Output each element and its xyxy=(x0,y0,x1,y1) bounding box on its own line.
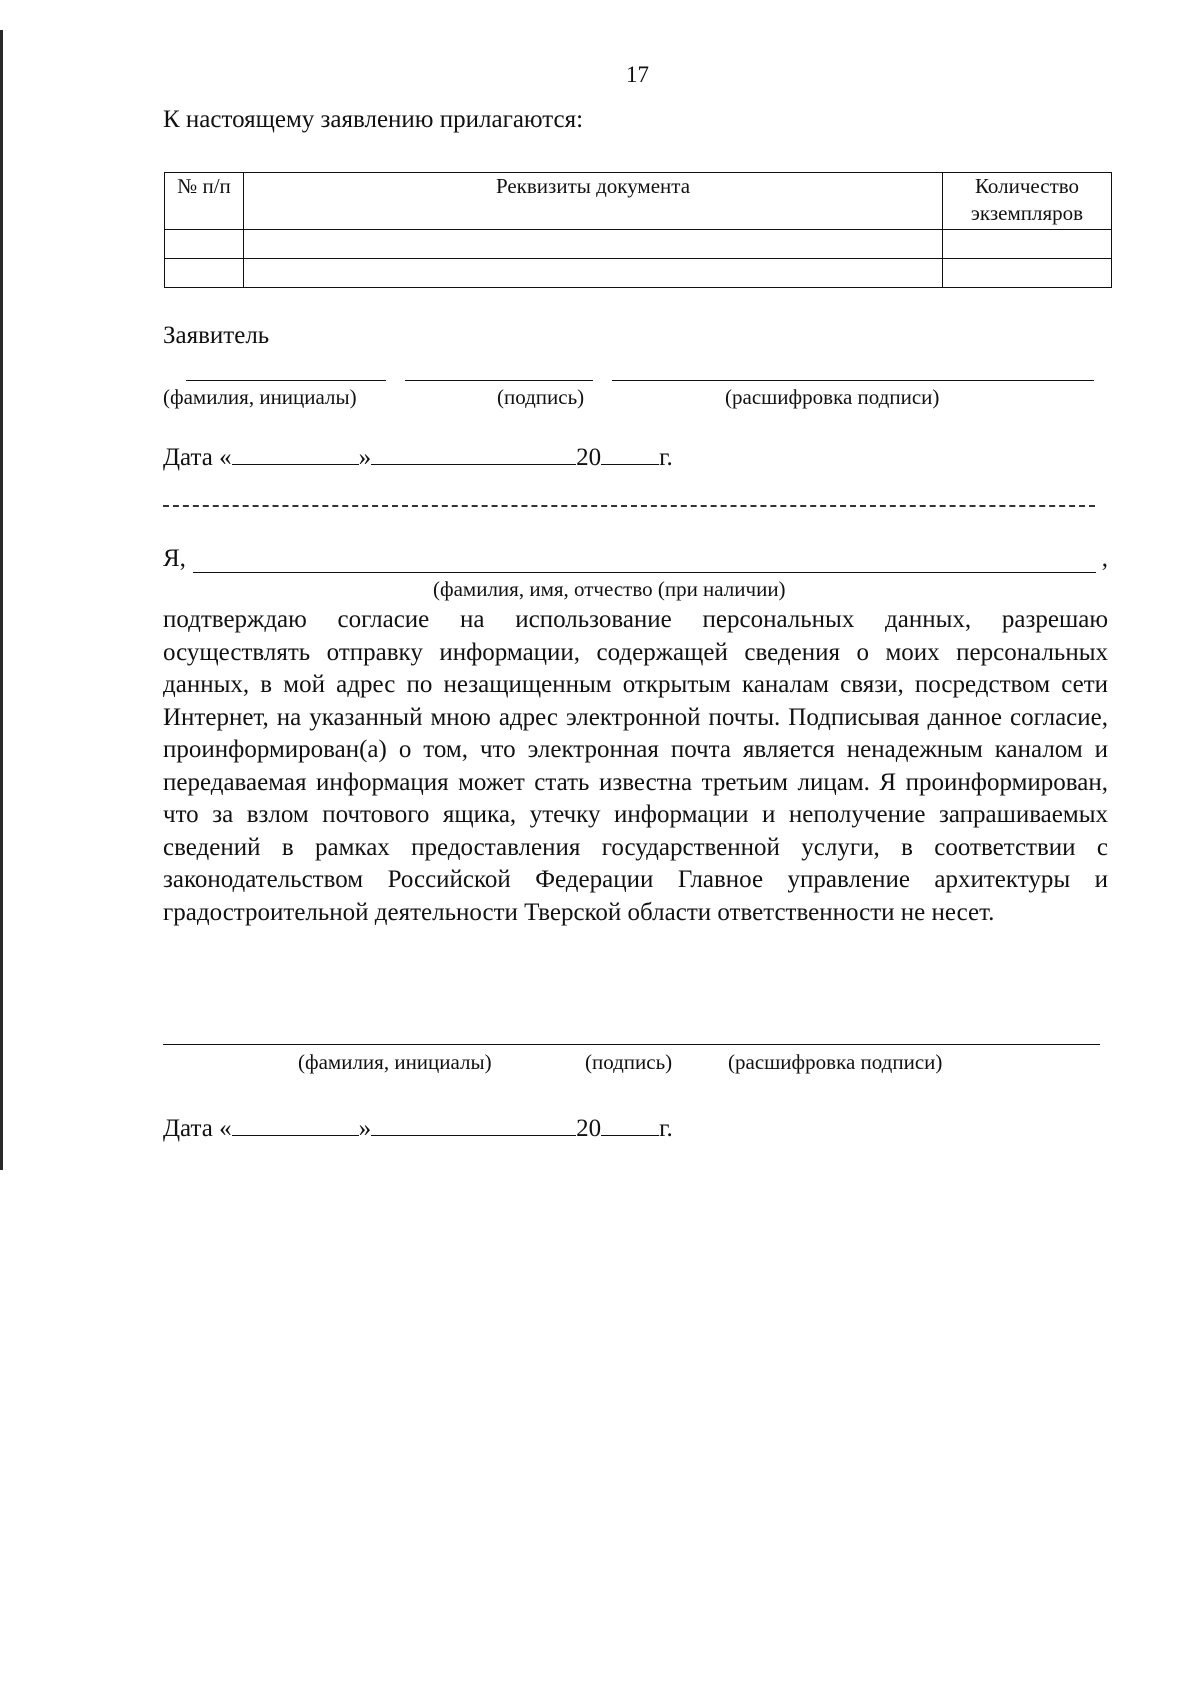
header-details: Реквизиты документа xyxy=(244,173,943,230)
date-prefix: Дата « xyxy=(163,444,232,471)
month-blank[interactable] xyxy=(371,1113,576,1136)
name-caption-2: (фамилия, инициалы) xyxy=(298,1050,492,1074)
transcript-line[interactable] xyxy=(612,380,1094,381)
table-header-row xyxy=(165,173,1112,230)
scan-left-edge xyxy=(0,30,3,1170)
transcript-caption-2: (расшифровка подписи) xyxy=(728,1050,943,1074)
month-blank[interactable] xyxy=(371,442,576,465)
signature-caption-2: (подпись) xyxy=(585,1050,673,1074)
page-number: 17 xyxy=(626,62,649,87)
full-name-caption: (фамилия, имя, отчество (при наличии) xyxy=(433,577,786,601)
date-row xyxy=(163,442,673,472)
transcript-caption: (расшифровка подписи) xyxy=(725,385,940,409)
signature-line[interactable] xyxy=(405,380,593,381)
name-line[interactable] xyxy=(186,380,386,381)
cell-details[interactable] xyxy=(244,230,943,259)
cell-details[interactable] xyxy=(244,259,943,288)
full-name-line[interactable] xyxy=(193,572,1096,573)
table-row xyxy=(165,230,1112,259)
year-blank[interactable] xyxy=(601,442,659,465)
header-quantity: Количество экземпляров xyxy=(943,173,1112,230)
day-blank[interactable] xyxy=(232,1113,359,1136)
table-row xyxy=(165,259,1112,288)
day-blank[interactable] xyxy=(232,442,359,465)
consent-comma: , xyxy=(1101,545,1108,572)
consent-text: подтверждаю согласие на использование персональных данных, разрешаю осуществлять отправку информации, содержащей сведения о моих персональных данных, в мой адрес по незащищенным открытым каналам связи, посредством сети Интернет, на указанный мною адрес электронной почты. Подписывая данное согласие, проинформирован(а) о том, что электронная почта является ненадежным каналом и передаваемая информация может стать известна третьим лицам. Я проинформирован, что за взлом почтового ящика, утечку информации и неполучение запрашиваемых сведений в рамках предоставления государственной услуги, в соответствии с законодательством Российской Федерации Главное управление архитектуры и градостроительной деятельности Тверской области ответственности не несет. xyxy=(163,606,1108,926)
year-suffix: г. xyxy=(659,444,673,471)
attachments-table xyxy=(164,172,1112,288)
applicant-label: Заявитель xyxy=(163,322,270,349)
year-prefix: 20 xyxy=(576,1115,602,1142)
date-close-quote: » xyxy=(358,1115,372,1142)
year-suffix: г. xyxy=(659,1115,673,1142)
attachments-heading: К настоящему заявлению прилагаются: xyxy=(163,106,584,133)
cell-number[interactable] xyxy=(165,230,244,259)
header-number: № п/п xyxy=(165,173,244,230)
consent-name-row xyxy=(163,545,1108,573)
signature-caption: (подпись) xyxy=(497,385,585,409)
signature-line-2[interactable] xyxy=(163,1044,1100,1045)
date-close-quote: » xyxy=(358,444,372,471)
cut-line xyxy=(163,505,1095,507)
year-blank[interactable] xyxy=(601,1113,659,1136)
name-caption: (фамилия, инициалы) xyxy=(163,385,357,409)
cell-quantity[interactable] xyxy=(943,230,1112,259)
year-prefix: 20 xyxy=(576,444,602,471)
date-prefix: Дата « xyxy=(163,1115,232,1142)
consent-ya: Я, xyxy=(163,545,186,572)
cell-number[interactable] xyxy=(165,259,244,288)
date-row-2 xyxy=(163,1113,673,1143)
cell-quantity[interactable] xyxy=(943,259,1112,288)
